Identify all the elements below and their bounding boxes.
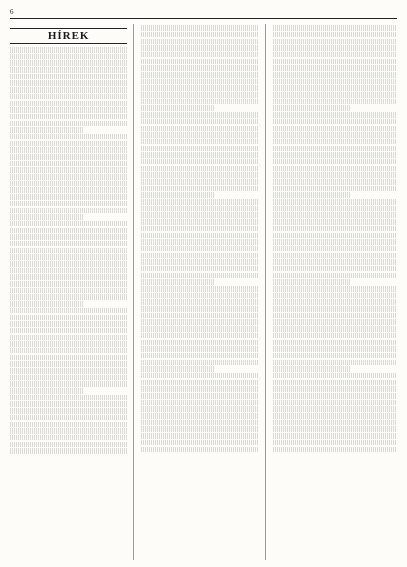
text-line-placeholder: [10, 294, 127, 300]
text-line-placeholder: [141, 293, 258, 299]
text-line-placeholder: [141, 132, 258, 138]
text-line-placeholder: [10, 288, 127, 294]
text-line-placeholder: [10, 422, 127, 428]
text-line-placeholder: [273, 447, 397, 453]
text-line-placeholder: [273, 85, 397, 91]
text-line-placeholder: [141, 313, 258, 319]
text-line-placeholder: [273, 259, 397, 265]
text-line-placeholder: [10, 94, 127, 100]
text-line-placeholder: [141, 393, 258, 399]
text-line-placeholder: [10, 161, 127, 167]
text-line-placeholder: [273, 433, 397, 439]
text-line-placeholder: [273, 119, 397, 125]
text-line-placeholder: [273, 273, 397, 279]
text-line-placeholder: [273, 233, 397, 239]
text-line-placeholder: [141, 85, 258, 91]
text-line-placeholder: [10, 114, 127, 120]
text-line-placeholder: [10, 107, 127, 113]
text-line-placeholder: [10, 368, 127, 374]
text-line-placeholder: [273, 172, 397, 178]
text-line-placeholder: [141, 212, 258, 218]
text-line-placeholder: [141, 126, 258, 132]
text-line-placeholder: [273, 166, 397, 172]
text-line-placeholder: [273, 393, 397, 399]
text-line-placeholder: [10, 167, 127, 173]
section-heading: HÍREK: [10, 28, 127, 44]
text-line-placeholder: [141, 340, 258, 346]
text-line-placeholder: [141, 32, 258, 38]
text-line-placeholder: [141, 45, 258, 51]
text-line-placeholder: [273, 212, 397, 218]
text-line-placeholder: [141, 299, 258, 305]
text-line-placeholder: [141, 79, 258, 85]
text-line-placeholder: [10, 134, 127, 140]
text-line-placeholder: [10, 74, 127, 80]
text-line-placeholder: [10, 121, 127, 127]
text-line-placeholder: [273, 186, 397, 192]
text-line-placeholder: [10, 187, 127, 193]
text-line-placeholder: [141, 273, 258, 279]
text-line-placeholder: [10, 448, 127, 454]
text-line-placeholder: [10, 428, 127, 434]
text-line-placeholder: [273, 340, 397, 346]
text-line-placeholder: [141, 112, 258, 118]
text-line-placeholder: [273, 400, 397, 406]
text-line-placeholder: [141, 199, 258, 205]
text-line-placeholder: [141, 406, 258, 412]
text-line-placeholder: [273, 105, 350, 111]
text-line-placeholder: [10, 87, 127, 93]
text-line-placeholder: [141, 373, 258, 379]
text-line-placeholder: [273, 132, 397, 138]
text-line-placeholder: [10, 154, 127, 160]
text-line-placeholder: [10, 301, 83, 307]
text-line-placeholder: [273, 99, 397, 105]
text-line-placeholder: [10, 261, 127, 267]
text-line-placeholder: [273, 360, 397, 366]
text-line-placeholder: [273, 440, 397, 446]
text-line-placeholder: [273, 45, 397, 51]
text-line-placeholder: [141, 426, 258, 432]
text-line-placeholder: [273, 373, 397, 379]
text-line-placeholder: [141, 413, 258, 419]
text-line-placeholder: [10, 214, 83, 220]
text-line-placeholder: [10, 254, 127, 260]
text-line-placeholder: [141, 279, 214, 285]
text-line-placeholder: [10, 442, 127, 448]
text-line-placeholder: [273, 346, 397, 352]
paragraph-list: [273, 25, 397, 452]
text-line-placeholder: [10, 47, 127, 53]
text-line-placeholder: [10, 355, 127, 361]
text-line-placeholder: [141, 239, 258, 245]
text-line-placeholder: [273, 52, 397, 58]
text-line-placeholder: [273, 386, 397, 392]
text-line-placeholder: [141, 92, 258, 98]
text-line-placeholder: [273, 65, 397, 71]
text-line-placeholder: [141, 233, 258, 239]
article-columns: [10, 24, 397, 560]
text-line-placeholder: [10, 388, 83, 394]
text-line-placeholder: [10, 281, 127, 287]
text-line-placeholder: [141, 420, 258, 426]
text-line-placeholder: [141, 139, 258, 145]
text-line-placeholder: [273, 59, 397, 65]
text-line-placeholder: [141, 192, 214, 198]
paragraph-list: [10, 47, 127, 454]
text-line-placeholder: [273, 219, 397, 225]
text-line-placeholder: [141, 179, 258, 185]
text-line-placeholder: [273, 199, 397, 205]
text-line-placeholder: [273, 286, 397, 292]
text-line-placeholder: [273, 366, 350, 372]
text-line-placeholder: [273, 326, 397, 332]
text-line-placeholder: [273, 306, 397, 312]
text-line-placeholder: [10, 308, 127, 314]
text-line-placeholder: [10, 208, 127, 214]
text-line-placeholder: [273, 420, 397, 426]
text-line-placeholder: [10, 348, 127, 354]
text-line-placeholder: [10, 361, 127, 367]
text-line-placeholder: [10, 234, 127, 240]
text-line-placeholder: [141, 246, 258, 252]
text-line-placeholder: [273, 426, 397, 432]
text-line-placeholder: [141, 360, 258, 366]
text-line-placeholder: [10, 274, 127, 280]
text-line-placeholder: [141, 206, 258, 212]
page-number: 6: [10, 8, 14, 16]
text-line-placeholder: [141, 259, 258, 265]
text-line-placeholder: [141, 226, 258, 232]
text-line-placeholder: [141, 219, 258, 225]
text-line-placeholder: [273, 266, 397, 272]
text-line-placeholder: [273, 293, 397, 299]
text-line-placeholder: [10, 174, 127, 180]
text-line-placeholder: [141, 433, 258, 439]
column-left: [10, 24, 134, 560]
text-line-placeholder: [273, 152, 397, 158]
text-line-placeholder: [273, 413, 397, 419]
text-line-placeholder: [141, 172, 258, 178]
text-line-placeholder: [273, 246, 397, 252]
text-line-placeholder: [141, 319, 258, 325]
text-line-placeholder: [273, 380, 397, 386]
text-line-placeholder: [273, 319, 397, 325]
text-line-placeholder: [273, 333, 397, 339]
text-line-placeholder: [141, 306, 258, 312]
text-line-placeholder: [10, 141, 127, 147]
text-line-placeholder: [273, 313, 397, 319]
text-line-placeholder: [273, 39, 397, 45]
text-line-placeholder: [141, 186, 258, 192]
text-line-placeholder: [141, 105, 214, 111]
text-line-placeholder: [273, 92, 397, 98]
text-line-placeholder: [10, 147, 127, 153]
text-line-placeholder: [141, 146, 258, 152]
text-line-placeholder: [10, 381, 127, 387]
text-line-placeholder: [273, 126, 397, 132]
text-line-placeholder: [141, 166, 258, 172]
text-line-placeholder: [10, 67, 127, 73]
text-line-placeholder: [10, 80, 127, 86]
text-line-placeholder: [141, 386, 258, 392]
text-line-placeholder: [273, 112, 397, 118]
text-line-placeholder: [10, 241, 127, 247]
text-line-placeholder: [141, 366, 214, 372]
text-line-placeholder: [273, 253, 397, 259]
text-line-placeholder: [273, 146, 397, 152]
text-line-placeholder: [10, 127, 83, 133]
text-line-placeholder: [141, 99, 258, 105]
text-line-placeholder: [10, 268, 127, 274]
text-line-placeholder: [273, 25, 397, 31]
text-line-placeholder: [141, 65, 258, 71]
text-line-placeholder: [273, 406, 397, 412]
text-line-placeholder: [10, 60, 127, 66]
text-line-placeholder: [273, 299, 397, 305]
text-line-placeholder: [10, 321, 127, 327]
text-line-placeholder: [10, 221, 127, 227]
column-middle: [141, 24, 265, 560]
page-header: [10, 8, 397, 19]
text-line-placeholder: [10, 435, 127, 441]
text-line-placeholder: [141, 25, 258, 31]
text-line-placeholder: [141, 152, 258, 158]
text-line-placeholder: [10, 54, 127, 60]
text-line-placeholder: [10, 101, 127, 107]
paragraph-list: [141, 25, 258, 452]
text-line-placeholder: [10, 401, 127, 407]
text-line-placeholder: [10, 328, 127, 334]
text-line-placeholder: [141, 159, 258, 165]
text-line-placeholder: [10, 201, 127, 207]
text-line-placeholder: [273, 192, 350, 198]
text-line-placeholder: [10, 341, 127, 347]
text-line-placeholder: [141, 119, 258, 125]
text-line-placeholder: [10, 194, 127, 200]
text-line-placeholder: [273, 32, 397, 38]
text-line-placeholder: [10, 228, 127, 234]
text-line-placeholder: [10, 408, 127, 414]
text-line-placeholder: [141, 266, 258, 272]
text-line-placeholder: [141, 59, 258, 65]
text-line-placeholder: [10, 375, 127, 381]
text-line-placeholder: [141, 380, 258, 386]
text-line-placeholder: [141, 39, 258, 45]
text-line-placeholder: [273, 179, 397, 185]
text-line-placeholder: [141, 286, 258, 292]
text-line-placeholder: [141, 346, 258, 352]
text-line-placeholder: [273, 353, 397, 359]
text-line-placeholder: [141, 400, 258, 406]
text-line-placeholder: [141, 353, 258, 359]
text-line-placeholder: [273, 159, 397, 165]
text-line-placeholder: [141, 447, 258, 453]
text-line-placeholder: [10, 181, 127, 187]
text-line-placeholder: [273, 206, 397, 212]
text-line-placeholder: [10, 395, 127, 401]
text-line-placeholder: [10, 248, 127, 254]
text-line-placeholder: [141, 440, 258, 446]
column-right: [273, 24, 397, 560]
text-line-placeholder: [273, 226, 397, 232]
text-line-placeholder: [10, 315, 127, 321]
text-line-placeholder: [141, 253, 258, 259]
text-line-placeholder: [273, 239, 397, 245]
text-line-placeholder: [141, 333, 258, 339]
text-line-placeholder: [141, 52, 258, 58]
text-line-placeholder: [273, 139, 397, 145]
text-line-placeholder: [141, 326, 258, 332]
text-line-placeholder: [273, 279, 350, 285]
text-line-placeholder: [10, 335, 127, 341]
text-line-placeholder: [10, 415, 127, 421]
text-line-placeholder: [273, 79, 397, 85]
text-line-placeholder: [273, 72, 397, 78]
text-line-placeholder: [141, 72, 258, 78]
